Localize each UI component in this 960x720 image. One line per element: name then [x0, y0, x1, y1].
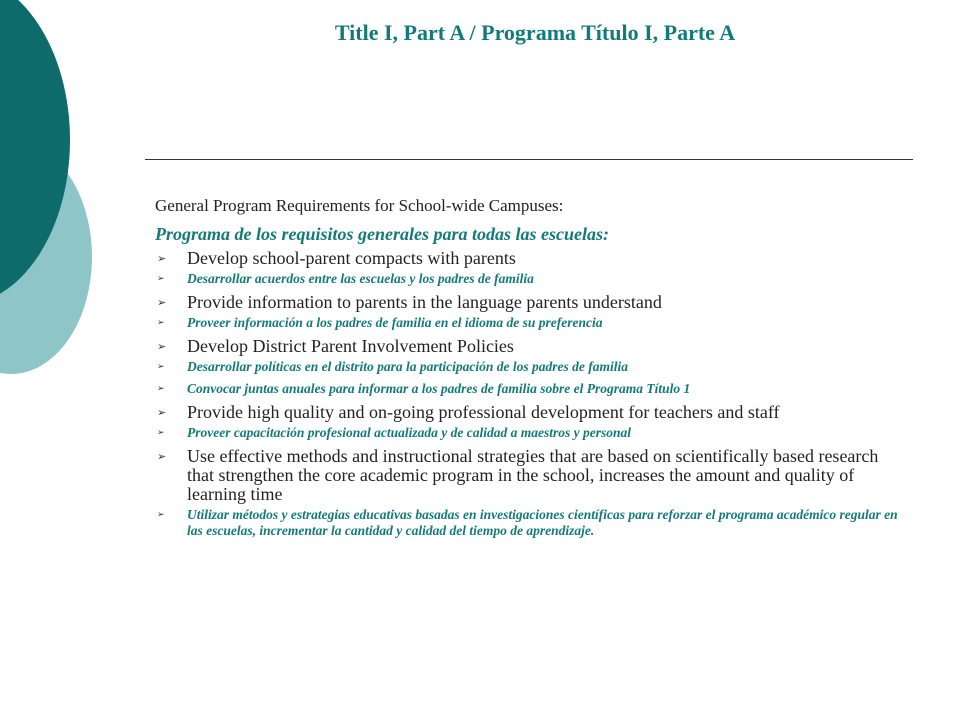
requirements-list [155, 249, 905, 539]
arrow-bullet-icon: ➢ [157, 362, 165, 372]
arrow-bullet-icon: ➢ [157, 252, 167, 265]
requirement-text: Provide high quality and on-going professional development for teachers and staff [187, 402, 780, 422]
requirement-text: Desarrollar acuerdos entre las escuelas y los padres de familia [187, 271, 534, 286]
requirement-item-spanish [155, 425, 905, 441]
arrow-bullet-icon: ➢ [157, 450, 167, 463]
requirement-text: Develop school-parent compacts with parents [187, 248, 516, 268]
requirement-text: Desarrollar políticas en el distrito para la participación de los padres de familia [187, 359, 628, 374]
requirement-item-english [155, 293, 905, 312]
arrow-bullet-icon: ➢ [157, 340, 167, 353]
requirement-text: Proveer capacitación profesional actualizada y de calidad a maestros y personal [187, 425, 631, 440]
intro-english: General Program Requirements for School-wide Campuses: [155, 196, 564, 215]
requirement-item-english [155, 337, 905, 356]
requirement-item-spanish [155, 359, 905, 375]
arrow-bullet-icon: ➢ [157, 384, 165, 394]
requirement-text: Develop District Parent Involvement Policies [187, 336, 514, 356]
requirement-text: Provide information to parents in the language parents understand [187, 292, 662, 312]
requirement-item-spanish [155, 381, 905, 397]
requirement-item-english [155, 447, 905, 504]
requirement-text: Convocar juntas anuales para informar a los padres de familia sobre el Programa Título 1 [187, 381, 691, 396]
requirement-item-spanish [155, 507, 905, 539]
arrow-bullet-icon: ➢ [157, 510, 165, 520]
requirement-text: Utilizar métodos y estrategias educativas basadas en investigaciones científicas para reforzar el programa académico regular en las escuelas, incrementar la cantidad y calidad del tiempo de aprendizaje. [187, 507, 898, 538]
arrow-bullet-icon: ➢ [157, 318, 165, 328]
arrow-bullet-icon: ➢ [157, 428, 165, 438]
slide-title: Title I, Part A / Programa Título I, Parte A [334, 20, 736, 45]
title-divider [145, 159, 913, 160]
arrow-bullet-icon: ➢ [157, 296, 167, 309]
arrow-bullet-icon: ➢ [157, 274, 165, 284]
requirement-text: Use effective methods and instructional strategies that are based on scientifically based research that strengthen the core academic program in the school, increases the amount and quality of learning time [187, 446, 879, 504]
slide-body [155, 195, 905, 545]
requirement-text: Proveer información a los padres de familia en el idioma de su preferencia [187, 315, 603, 330]
requirement-item-english [155, 249, 905, 268]
requirement-item-spanish [155, 315, 905, 331]
arrow-bullet-icon: ➢ [157, 406, 167, 419]
requirement-item-english [155, 403, 905, 422]
intro-spanish: Programa de los requisitos generales para todas las escuelas: [155, 224, 610, 244]
requirement-item-spanish [155, 271, 905, 287]
